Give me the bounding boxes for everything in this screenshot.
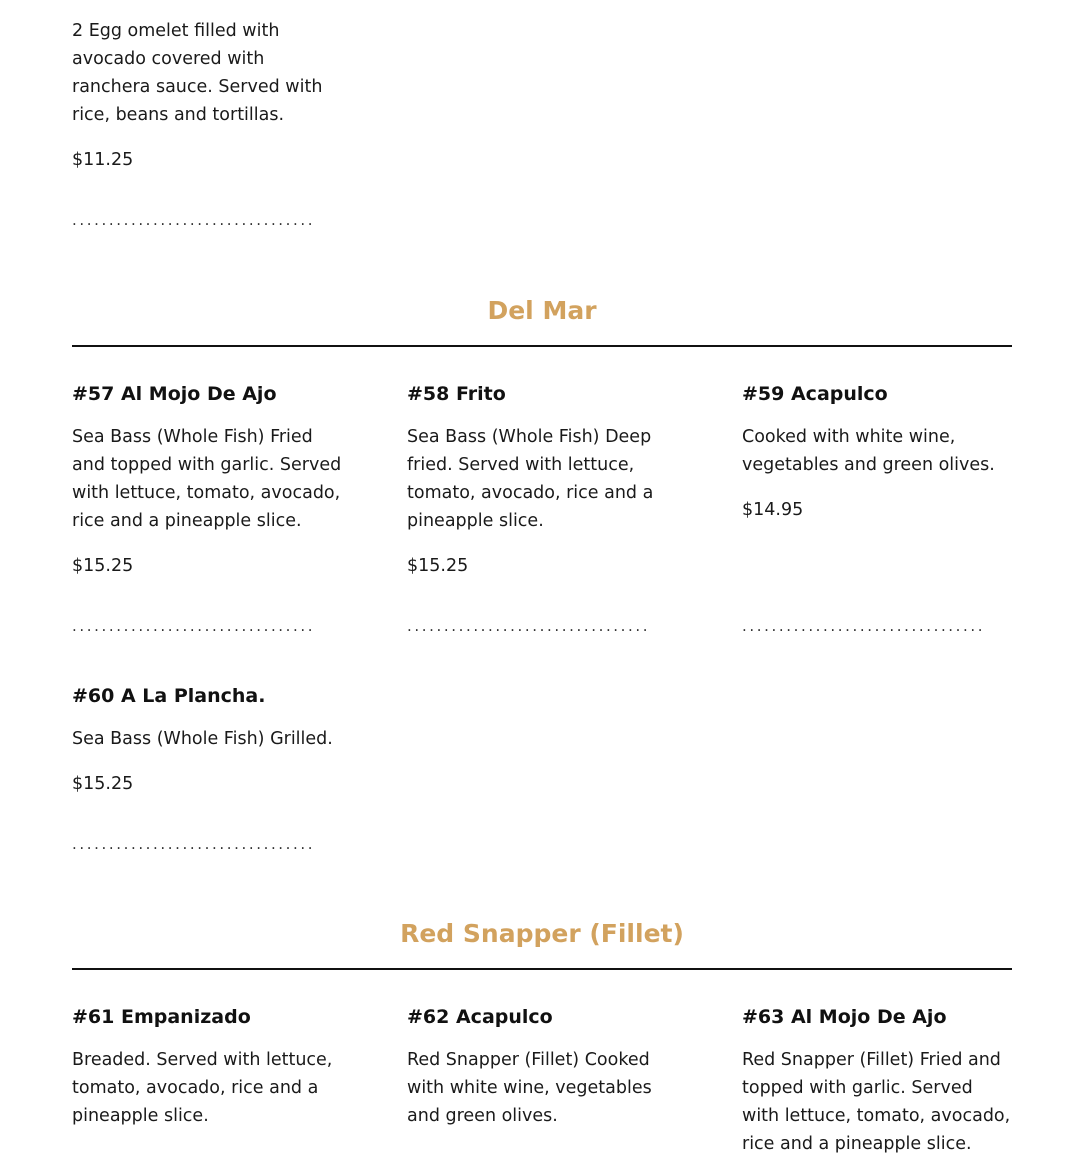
section-divider	[72, 345, 1012, 347]
item-price: $11.25	[72, 150, 134, 170]
item-separator: .................................	[72, 617, 316, 635]
section-divider	[72, 968, 1012, 970]
item-title: #60 A La Plancha.	[72, 685, 266, 707]
item-description: Cooked with white wine, vegetables and green olives.	[742, 427, 995, 475]
item-price: $15.25	[72, 556, 134, 576]
menu-item-omelet	[72, 17, 344, 230]
section-heading-del-mar: Del Mar	[487, 296, 597, 325]
item-price: $15.25	[407, 556, 469, 576]
item-description: Red Snapper (Fillet) Fried and topped with garlic. Served with lettuce, tomato, avocado, rice and a pineapple slice.	[742, 1050, 1011, 1154]
menu-item-58	[407, 382, 679, 636]
item-price: $14.95	[742, 500, 804, 520]
item-separator: .................................	[72, 211, 316, 229]
item-description: 2 Egg omelet filled with avocado covered with ranchera sauce. Served with rice, beans and tortillas.	[72, 21, 323, 125]
item-title: #62 Acapulco	[407, 1006, 553, 1028]
item-separator: .................................	[407, 617, 651, 635]
menu-item-61	[72, 1005, 344, 1130]
item-title: #61 Empanizado	[72, 1006, 251, 1028]
item-price: $15.25	[72, 774, 134, 794]
menu-item-63	[742, 1005, 1014, 1158]
menu-item-57	[72, 382, 344, 636]
item-title: #63 Al Mojo De Ajo	[742, 1006, 947, 1028]
menu-item-60	[72, 684, 344, 854]
item-title: #59 Acapulco	[742, 383, 888, 405]
item-separator: .................................	[742, 617, 986, 635]
item-description: Sea Bass (Whole Fish) Deep fried. Served with lettuce, tomato, avocado, rice and a pineapple slice.	[407, 427, 654, 531]
item-title: #57 Al Mojo De Ajo	[72, 383, 277, 405]
item-separator: .................................	[72, 835, 316, 853]
item-description: Sea Bass (Whole Fish) Grilled.	[72, 729, 333, 749]
item-description: Red Snapper (Fillet) Cooked with white wine, vegetables and green olives.	[407, 1050, 652, 1126]
item-title: #58 Frito	[407, 383, 506, 405]
item-description: Breaded. Served with lettuce, tomato, avocado, rice and a pineapple slice.	[72, 1050, 333, 1126]
section-heading-red-snapper: Red Snapper (Fillet)	[400, 919, 684, 948]
menu-item-59	[742, 382, 1014, 636]
item-description: Sea Bass (Whole Fish) Fried and topped with garlic. Served with lettuce, tomato, avocado, rice and a pineapple slice.	[72, 427, 342, 531]
menu-item-62	[407, 1005, 679, 1130]
